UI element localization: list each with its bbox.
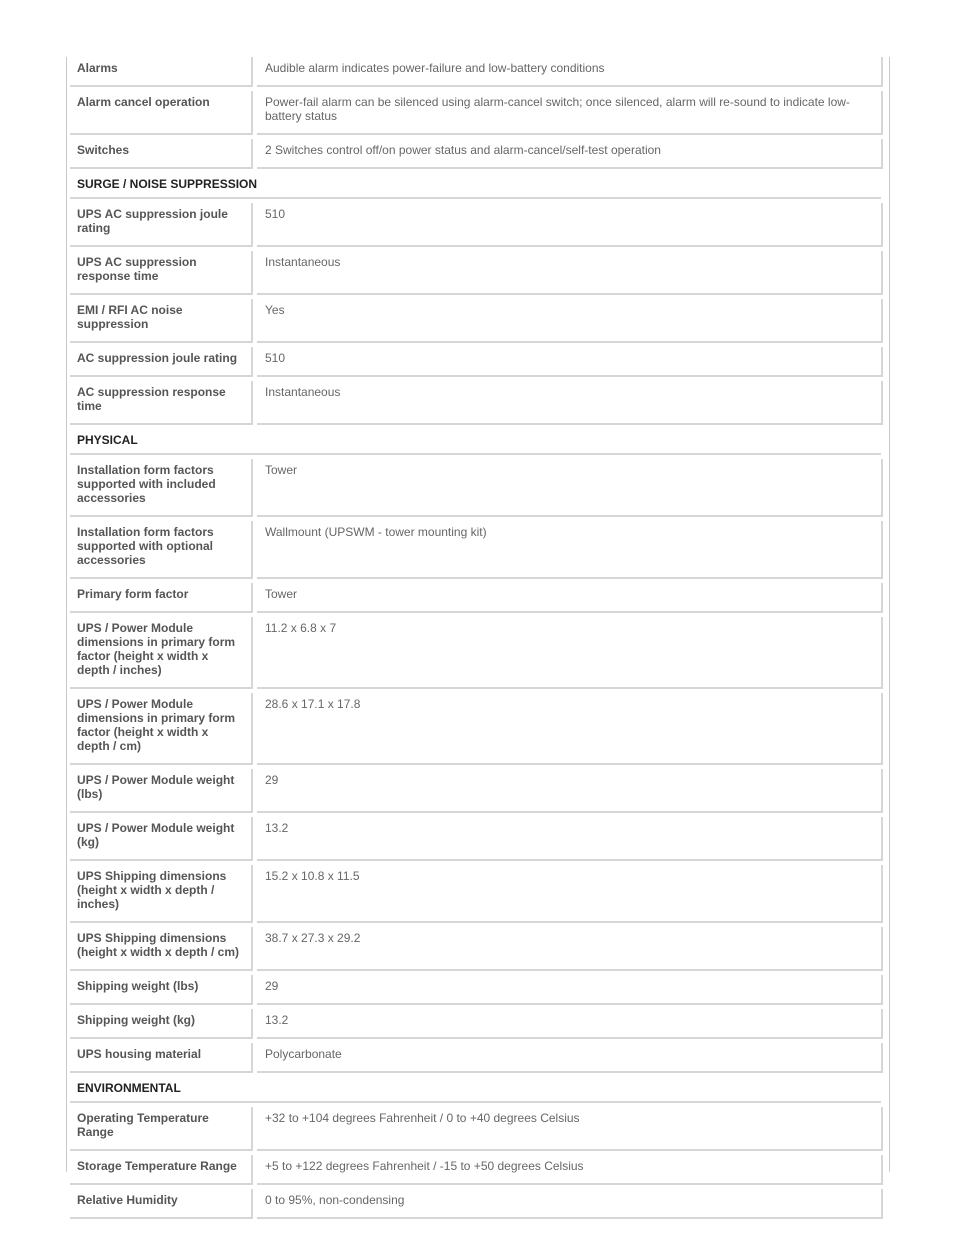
spec-row <box>70 693 883 765</box>
spec-label: UPS / Power Module dimensions in primary form factor (height x width x depth / cm) <box>70 693 253 765</box>
spec-value: Polycarbonate <box>257 1043 883 1073</box>
spec-label: UPS Shipping dimensions (height x width x depth / inches) <box>70 865 253 923</box>
spec-value: Instantaneous <box>257 381 883 425</box>
spec-value: 29 <box>257 975 883 1005</box>
spec-label: UPS / Power Module weight (lbs) <box>70 769 253 813</box>
spec-label: Installation form factors supported with optional accessories <box>70 521 253 579</box>
spec-row <box>70 865 883 923</box>
spec-row <box>70 203 883 247</box>
spec-row <box>70 139 883 169</box>
spec-label: UPS / Power Module dimensions in primary form factor (height x width x depth / inches) <box>70 617 253 689</box>
spec-row <box>70 459 883 517</box>
section-heading: PHYSICAL <box>70 429 881 455</box>
spec-label: UPS / Power Module weight (kg) <box>70 817 253 861</box>
spec-row <box>70 1189 883 1219</box>
spec-row <box>70 57 883 87</box>
spec-value: 510 <box>257 203 883 247</box>
spec-row <box>70 251 883 295</box>
spec-value: 38.7 x 27.3 x 29.2 <box>257 927 883 971</box>
spec-label: Switches <box>70 139 253 169</box>
spec-row <box>70 617 883 689</box>
spec-row <box>70 583 883 613</box>
spec-row <box>70 381 883 425</box>
spec-value: 13.2 <box>257 1009 883 1039</box>
spec-label: UPS housing material <box>70 1043 253 1073</box>
spec-value: 510 <box>257 347 883 377</box>
spec-value: Audible alarm indicates power-failure and low-battery conditions <box>257 57 883 87</box>
spec-label: UPS AC suppression joule rating <box>70 203 253 247</box>
spec-label: EMI / RFI AC noise suppression <box>70 299 253 343</box>
spec-label: Primary form factor <box>70 583 253 613</box>
spec-label: Installation form factors supported with included accessories <box>70 459 253 517</box>
spec-value: 15.2 x 10.8 x 11.5 <box>257 865 883 923</box>
spec-value: 29 <box>257 769 883 813</box>
spec-label: Alarms <box>70 57 253 87</box>
spec-label: UPS Shipping dimensions (height x width x depth / cm) <box>70 927 253 971</box>
spec-value: +5 to +122 degrees Fahrenheit / -15 to +50 degrees Celsius <box>257 1155 883 1185</box>
spec-row <box>70 347 883 377</box>
spec-row <box>70 91 883 135</box>
spec-value: 2 Switches control off/on power status and alarm-cancel/self-test operation <box>257 139 883 169</box>
spec-label: Shipping weight (lbs) <box>70 975 253 1005</box>
spec-value: +32 to +104 degrees Fahrenheit / 0 to +40 degrees Celsius <box>257 1107 883 1151</box>
spec-label: AC suppression joule rating <box>70 347 253 377</box>
spec-label: Relative Humidity <box>70 1189 253 1219</box>
spec-value: Wallmount (UPSWM - tower mounting kit) <box>257 521 883 579</box>
spec-value: Instantaneous <box>257 251 883 295</box>
spec-value: 0 to 95%, non-condensing <box>257 1189 883 1219</box>
spec-row <box>70 299 883 343</box>
section-heading: SURGE / NOISE SUPPRESSION <box>70 173 881 199</box>
spec-row <box>70 975 883 1005</box>
spec-label: Alarm cancel operation <box>70 91 253 135</box>
spec-table <box>70 57 883 1223</box>
spec-row <box>70 927 883 971</box>
spec-row <box>70 1155 883 1185</box>
spec-label: AC suppression response time <box>70 381 253 425</box>
spec-label: UPS AC suppression response time <box>70 251 253 295</box>
spec-row <box>70 521 883 579</box>
spec-value: 28.6 x 17.1 x 17.8 <box>257 693 883 765</box>
spec-label: Shipping weight (kg) <box>70 1009 253 1039</box>
spec-value: 11.2 x 6.8 x 7 <box>257 617 883 689</box>
spec-value: 13.2 <box>257 817 883 861</box>
spec-row <box>70 1043 883 1073</box>
spec-value: Power-fail alarm can be silenced using alarm-cancel switch; once silenced, alarm will re-sound to indicate low-battery status <box>257 91 883 135</box>
spec-value: Tower <box>257 583 883 613</box>
spec-row <box>70 769 883 813</box>
spec-value: Tower <box>257 459 883 517</box>
spec-row <box>70 817 883 861</box>
spec-label: Operating Temperature Range <box>70 1107 253 1151</box>
spec-row <box>70 1009 883 1039</box>
spec-row <box>70 1107 883 1151</box>
spec-value: Yes <box>257 299 883 343</box>
spec-label: Storage Temperature Range <box>70 1155 253 1185</box>
section-heading: ENVIRONMENTAL <box>70 1077 881 1103</box>
